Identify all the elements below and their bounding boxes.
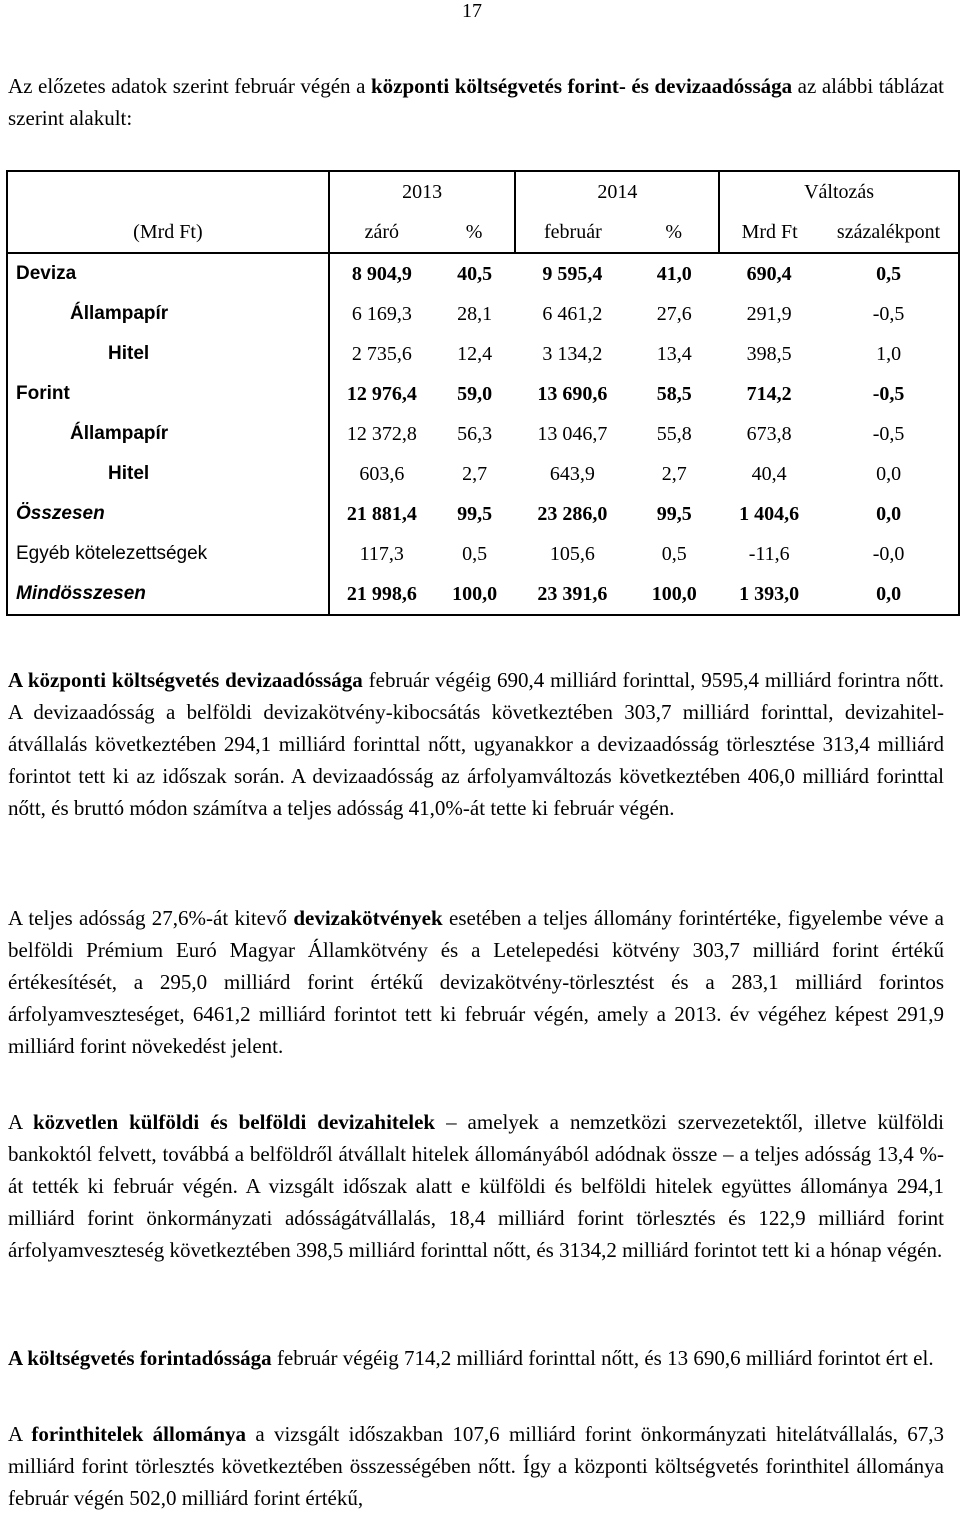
subheader-pct-2014: % bbox=[629, 212, 719, 253]
table-cell: 1 393,0 bbox=[719, 574, 819, 615]
paragraph-forinthitelek bbox=[8, 1418, 944, 1514]
table-cell: 55,8 bbox=[656, 422, 692, 445]
table-cell: 0,0 bbox=[819, 494, 959, 534]
table-cell: 0,5 bbox=[819, 253, 959, 294]
table-cell: 6 169,3 bbox=[351, 302, 412, 325]
table-cell: 40,4 bbox=[751, 462, 787, 485]
intro-text-2: az alábbi táblázat szerint alakult: bbox=[8, 74, 944, 130]
paragraph-devizakotvenyek bbox=[8, 902, 944, 1062]
paragraph-5-text-a: A bbox=[8, 1422, 23, 1446]
table-cell: 21 998,6 bbox=[329, 574, 434, 615]
table-cell: 2,7 bbox=[661, 462, 687, 485]
table-cell: 603,6 bbox=[359, 462, 405, 485]
table-cell: 105,6 bbox=[549, 542, 595, 565]
header-valtozas: Változás bbox=[719, 171, 959, 212]
paragraph-3-text-b: – amelyek a nemzetközi szervezetektől, illetve külföldi bankoktól felvett, továbbá a belföldről átvállalt hitelek állományából adódnak össze – a teljes adósság 13,4 %-át tették ki február végén. A vizsgált időszak alatt e külföldi és belföldi hitelek együttes állománya 294,1 milliárd forint önkormányzati adósságátvállalás, 18,4 milliárd forint törlesztés és 122,9 milliárd forint árfolyamveszteség következtében 398,5 milliárd forinttal nőtt, és 3134,2 milliárd forintot tett ki a hónap végén. bbox=[8, 1110, 945, 1262]
table-cell: 291,9 bbox=[746, 302, 792, 325]
row-label-egyeb: Egyéb kötelezettségek bbox=[7, 534, 329, 574]
table-cell: 13 046,7 bbox=[537, 422, 608, 445]
row-label-deviza-allampapir: Állampapír bbox=[7, 294, 329, 334]
table-cell: 56,3 bbox=[457, 422, 493, 445]
table-cell: -0,5 bbox=[819, 294, 959, 334]
table-cell: 13,4 bbox=[656, 342, 692, 365]
paragraph-devizahitelek bbox=[8, 1106, 944, 1266]
subheader-mrd-ft: Mrd Ft bbox=[719, 212, 819, 253]
table-cell: 99,5 bbox=[457, 502, 493, 525]
subheader-februar: február bbox=[515, 212, 629, 253]
table-cell: 41,0 bbox=[656, 262, 692, 285]
header-empty-cell bbox=[7, 171, 329, 212]
table-cell: 6 461,2 bbox=[542, 302, 603, 325]
table-cell: 21 881,4 bbox=[346, 502, 417, 525]
table-cell: -0,0 bbox=[819, 534, 959, 574]
table-cell: -0,5 bbox=[819, 414, 959, 454]
intro-text-1: Az előzetes adatok szerint február végén a bbox=[8, 74, 366, 98]
table-cell: 100,0 bbox=[434, 574, 516, 615]
row-label-forint-allampapir: Állampapír bbox=[7, 414, 329, 454]
paragraph-2-bold: devizakötvények bbox=[293, 906, 443, 930]
row-label-forint-hitel: Hitel bbox=[7, 454, 329, 494]
intro-paragraph bbox=[8, 70, 944, 134]
table-cell: 12 372,8 bbox=[346, 422, 417, 445]
paragraph-2-text-b: esetében a teljes állomány forintértéke, figyelembe véve a belföldi Prémium Euró Magyar Államkötvény és a Letelepedési kötvény 303,7 milliárd forint értékű értékesítését, a 295,0 milliárd forint értékű devizakötvény-törlesztést és a 283,1 milliárd forintos árfolyamveszteséget, 6461,2 milliárd forintot tett ki február végén, amely a 2013. év végéhez képest 291,9 milliárd forint növekedést jelent. bbox=[8, 906, 944, 1058]
table-cell: 100,0 bbox=[629, 574, 719, 615]
header-2013: 2013 bbox=[329, 171, 516, 212]
table-cell: 0,5 bbox=[462, 542, 488, 565]
table-cell: 690,4 bbox=[746, 262, 792, 285]
table-cell: 673,8 bbox=[746, 422, 792, 445]
row-label-deviza: Deviza bbox=[7, 253, 329, 294]
table-cell: 99,5 bbox=[656, 502, 692, 525]
paragraph-5-bold: forinthitelek állománya bbox=[31, 1422, 246, 1446]
paragraph-forintadossag bbox=[8, 1342, 944, 1374]
table-cell: 2 735,6 bbox=[351, 342, 412, 365]
paragraph-5-text-b: a vizsgált időszakban 107,6 milliárd forint önkormányzati hitelátvállalás, 67,3 milliárd forint törlesztés következtében összességében nőtt. Így a központi költségvetés forinthitel állománya február végén 502,0 milliárd forint értékű, bbox=[8, 1422, 945, 1510]
table-cell: -0,5 bbox=[819, 374, 959, 414]
paragraph-devizaadossag bbox=[8, 664, 944, 824]
table-cell: 0,0 bbox=[819, 574, 959, 615]
table-cell: 3 134,2 bbox=[542, 342, 603, 365]
paragraph-3-bold: közvetlen külföldi és belföldi devizahitelek bbox=[33, 1110, 436, 1134]
row-label-mindosszesen: Mindösszesen bbox=[7, 574, 329, 615]
paragraph-1-bold: A központi költségvetés devizaadóssága bbox=[8, 668, 363, 692]
subheader-pct-2013: % bbox=[434, 212, 516, 253]
subheader-szazalekpont: százalékpont bbox=[819, 212, 959, 253]
table-cell: 12,4 bbox=[457, 342, 493, 365]
table-cell: 13 690,6 bbox=[537, 382, 608, 405]
page-number: 17 bbox=[462, 0, 482, 22]
table-cell: 1 404,6 bbox=[739, 502, 800, 525]
table-cell: 12 976,4 bbox=[346, 382, 417, 405]
table-cell: 398,5 bbox=[746, 342, 792, 365]
row-label-deviza-hitel: Hitel bbox=[7, 334, 329, 374]
header-2014: 2014 bbox=[515, 171, 719, 212]
table-cell: 23 391,6 bbox=[515, 574, 629, 615]
paragraph-2-text-a: A teljes adósság 27,6%-át kitevő bbox=[8, 906, 288, 930]
table-cell: 714,2 bbox=[746, 382, 792, 405]
debt-table bbox=[6, 170, 960, 616]
table-cell: 28,1 bbox=[457, 302, 493, 325]
row-label-forint: Forint bbox=[7, 374, 329, 414]
unit-label: (Mrd Ft) bbox=[7, 212, 329, 253]
paragraph-4-text: február végéig 714,2 milliárd forinttal nőtt, és 13 690,6 milliárd forintot ért el. bbox=[276, 1346, 934, 1370]
table-cell: 8 904,9 bbox=[351, 262, 412, 285]
table-cell: 0,0 bbox=[819, 454, 959, 494]
table-cell: 27,6 bbox=[656, 302, 692, 325]
subheader-zaro: záró bbox=[329, 212, 434, 253]
paragraph-4-bold: A költségvetés forintadóssága bbox=[8, 1346, 272, 1370]
table-cell: 643,9 bbox=[549, 462, 595, 485]
table-cell: 117,3 bbox=[359, 542, 404, 565]
table-cell: 23 286,0 bbox=[537, 502, 608, 525]
table-cell: 9 595,4 bbox=[542, 262, 603, 285]
paragraph-1-text: február végéig 690,4 milliárd forinttal, 9595,4 milliárd forintra nőtt. A devizaadósság a belföldi devizakötvény-kibocsátás következtében 303,7 milliárd forinttal, devizahitel-átvállalás következtében 294,1 milliárd forinttal nőtt, ugyanakkor a devizaadósság törlesztése 313,4 milliárd forintot tett ki az időszak során. A devizaadósság az árfolyamváltozás következtében 406,0 milliárd forinttal nőtt, és bruttó módon számítva a teljes adósság 41,0%-át tette ki február végén. bbox=[8, 668, 944, 820]
table-cell: 0,5 bbox=[661, 542, 687, 565]
intro-bold: központi költségvetés forint- és devizaadóssága bbox=[370, 74, 793, 98]
table-cell: 40,5 bbox=[457, 262, 493, 285]
table-cell: -11,6 bbox=[748, 542, 790, 565]
table-cell: 58,5 bbox=[656, 382, 692, 405]
table-cell: 2,7 bbox=[462, 462, 488, 485]
paragraph-3-text-a: A bbox=[8, 1110, 23, 1134]
row-label-osszesen: Összesen bbox=[7, 494, 329, 534]
table-cell: 1,0 bbox=[819, 334, 959, 374]
table-cell: 59,0 bbox=[457, 382, 493, 405]
